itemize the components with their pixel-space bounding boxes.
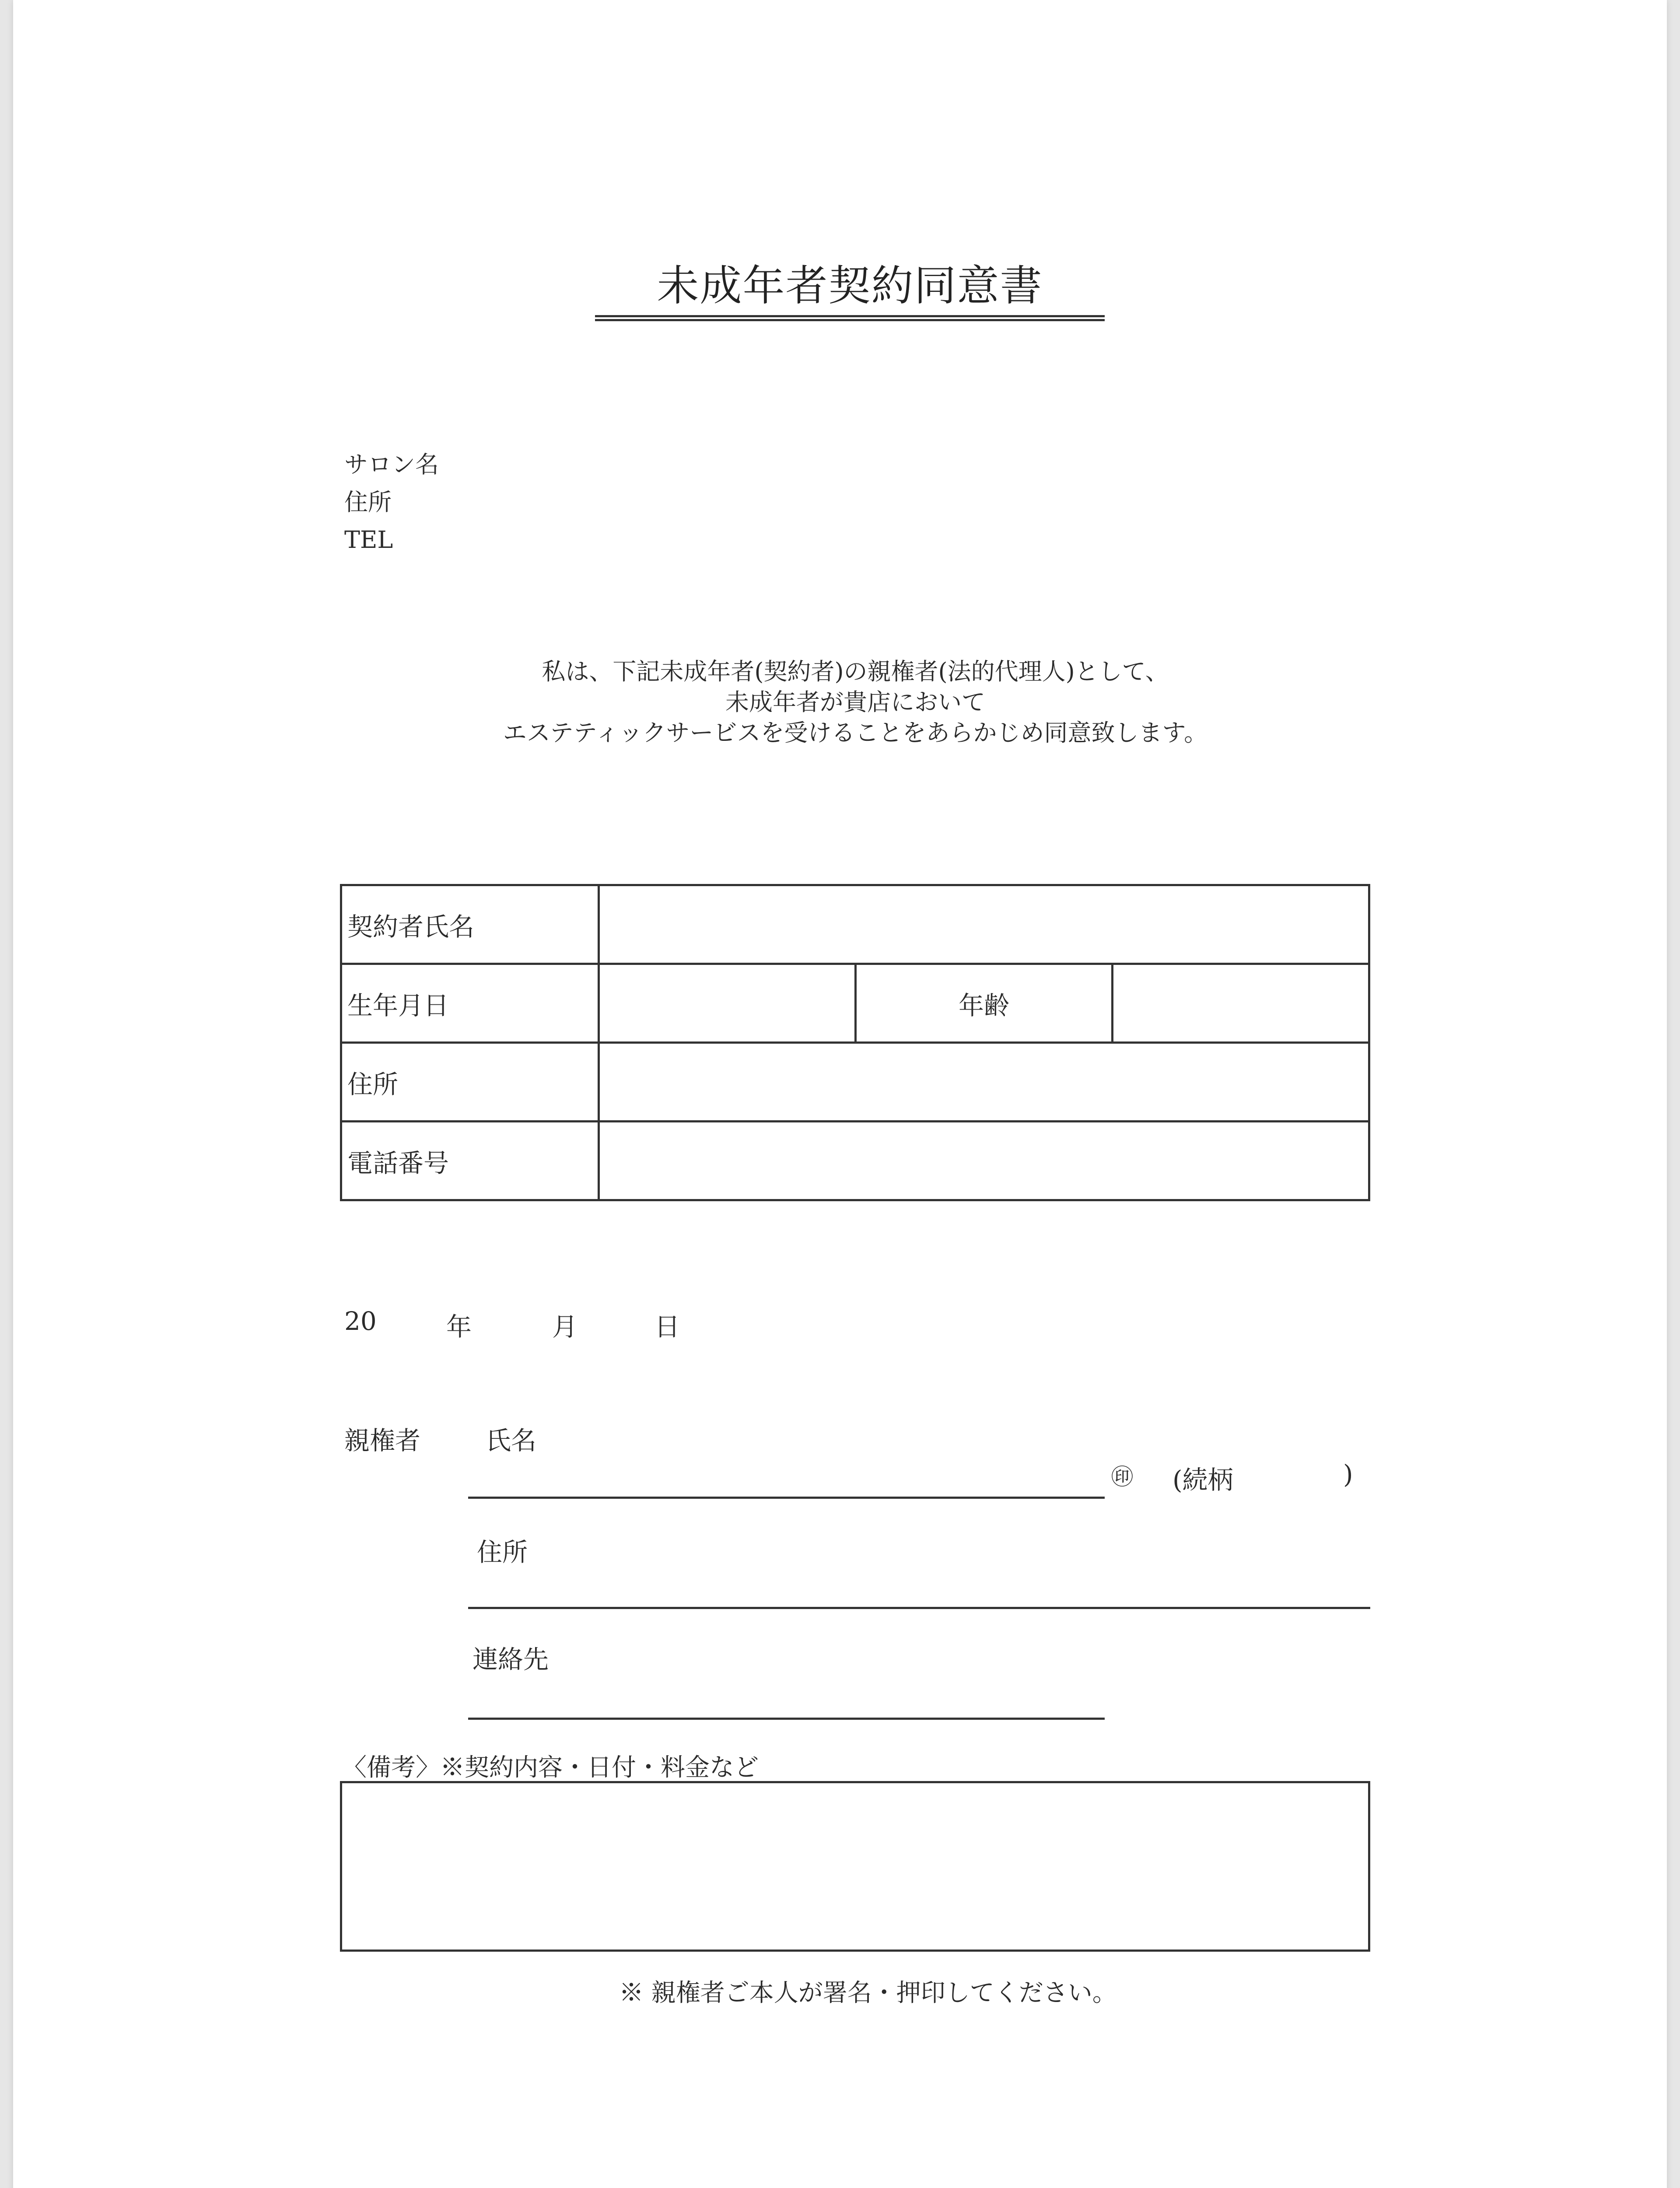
consent-line-1: 私は、下記未成年者(契約者)の親権者(法的代理人)として、	[542, 658, 1169, 685]
contractor-address-label: 住所	[341, 1043, 599, 1122]
date-year-label: 年	[446, 1312, 472, 1342]
guardian-contact-label: 連絡先	[472, 1645, 549, 1674]
seal-mark-icon: ㊞	[1111, 1464, 1133, 1490]
guardian-address-label: 住所	[477, 1537, 528, 1567]
contractor-address-field[interactable]	[599, 1043, 1369, 1122]
date-day-label: 日	[654, 1312, 680, 1342]
title-underline	[595, 315, 1105, 321]
guardian-address-line[interactable]	[468, 1607, 1370, 1609]
contractor-name-label: 契約者氏名	[341, 885, 599, 964]
age-field[interactable]	[1113, 964, 1369, 1043]
relationship-label: (続柄	[1172, 1465, 1233, 1495]
salon-tel-label: TEL	[344, 526, 393, 554]
guardian-contact-line[interactable]	[468, 1718, 1105, 1720]
age-label: 年齢	[856, 964, 1113, 1043]
remarks-label: 〈備考〉※契約内容・日付・料金など	[342, 1753, 759, 1782]
birthdate-label: 生年月日	[341, 964, 599, 1043]
contractor-info-table	[340, 884, 1370, 1201]
date-month-label: 月	[552, 1312, 578, 1342]
date-prefix: 20	[344, 1306, 377, 1336]
consent-line-2: 未成年者が貴店において	[725, 688, 985, 716]
consent-statement	[451, 656, 1260, 748]
guardian-name-line[interactable]	[468, 1497, 1105, 1499]
guardian-label: 親権者	[344, 1426, 421, 1455]
footer-note: ※ 親権者ご本人が署名・押印してください。	[619, 1979, 1117, 2007]
document-page	[13, 0, 1667, 2188]
relationship-close: )	[1343, 1459, 1353, 1489]
phone-number-field[interactable]	[599, 1122, 1369, 1200]
consent-line-3: エステティックサービスを受けることをあらかじめ同意致します。	[503, 719, 1208, 747]
contractor-name-field[interactable]	[599, 885, 1369, 964]
phone-number-label: 電話番号	[341, 1122, 599, 1200]
salon-address-label: 住所	[344, 488, 392, 516]
document-title: 未成年者契約同意書	[657, 261, 1043, 310]
guardian-name-label: 氏名	[486, 1426, 537, 1455]
remarks-box[interactable]	[340, 1781, 1370, 1952]
birthdate-field[interactable]	[599, 964, 856, 1043]
salon-name-label: サロン名	[344, 451, 439, 478]
